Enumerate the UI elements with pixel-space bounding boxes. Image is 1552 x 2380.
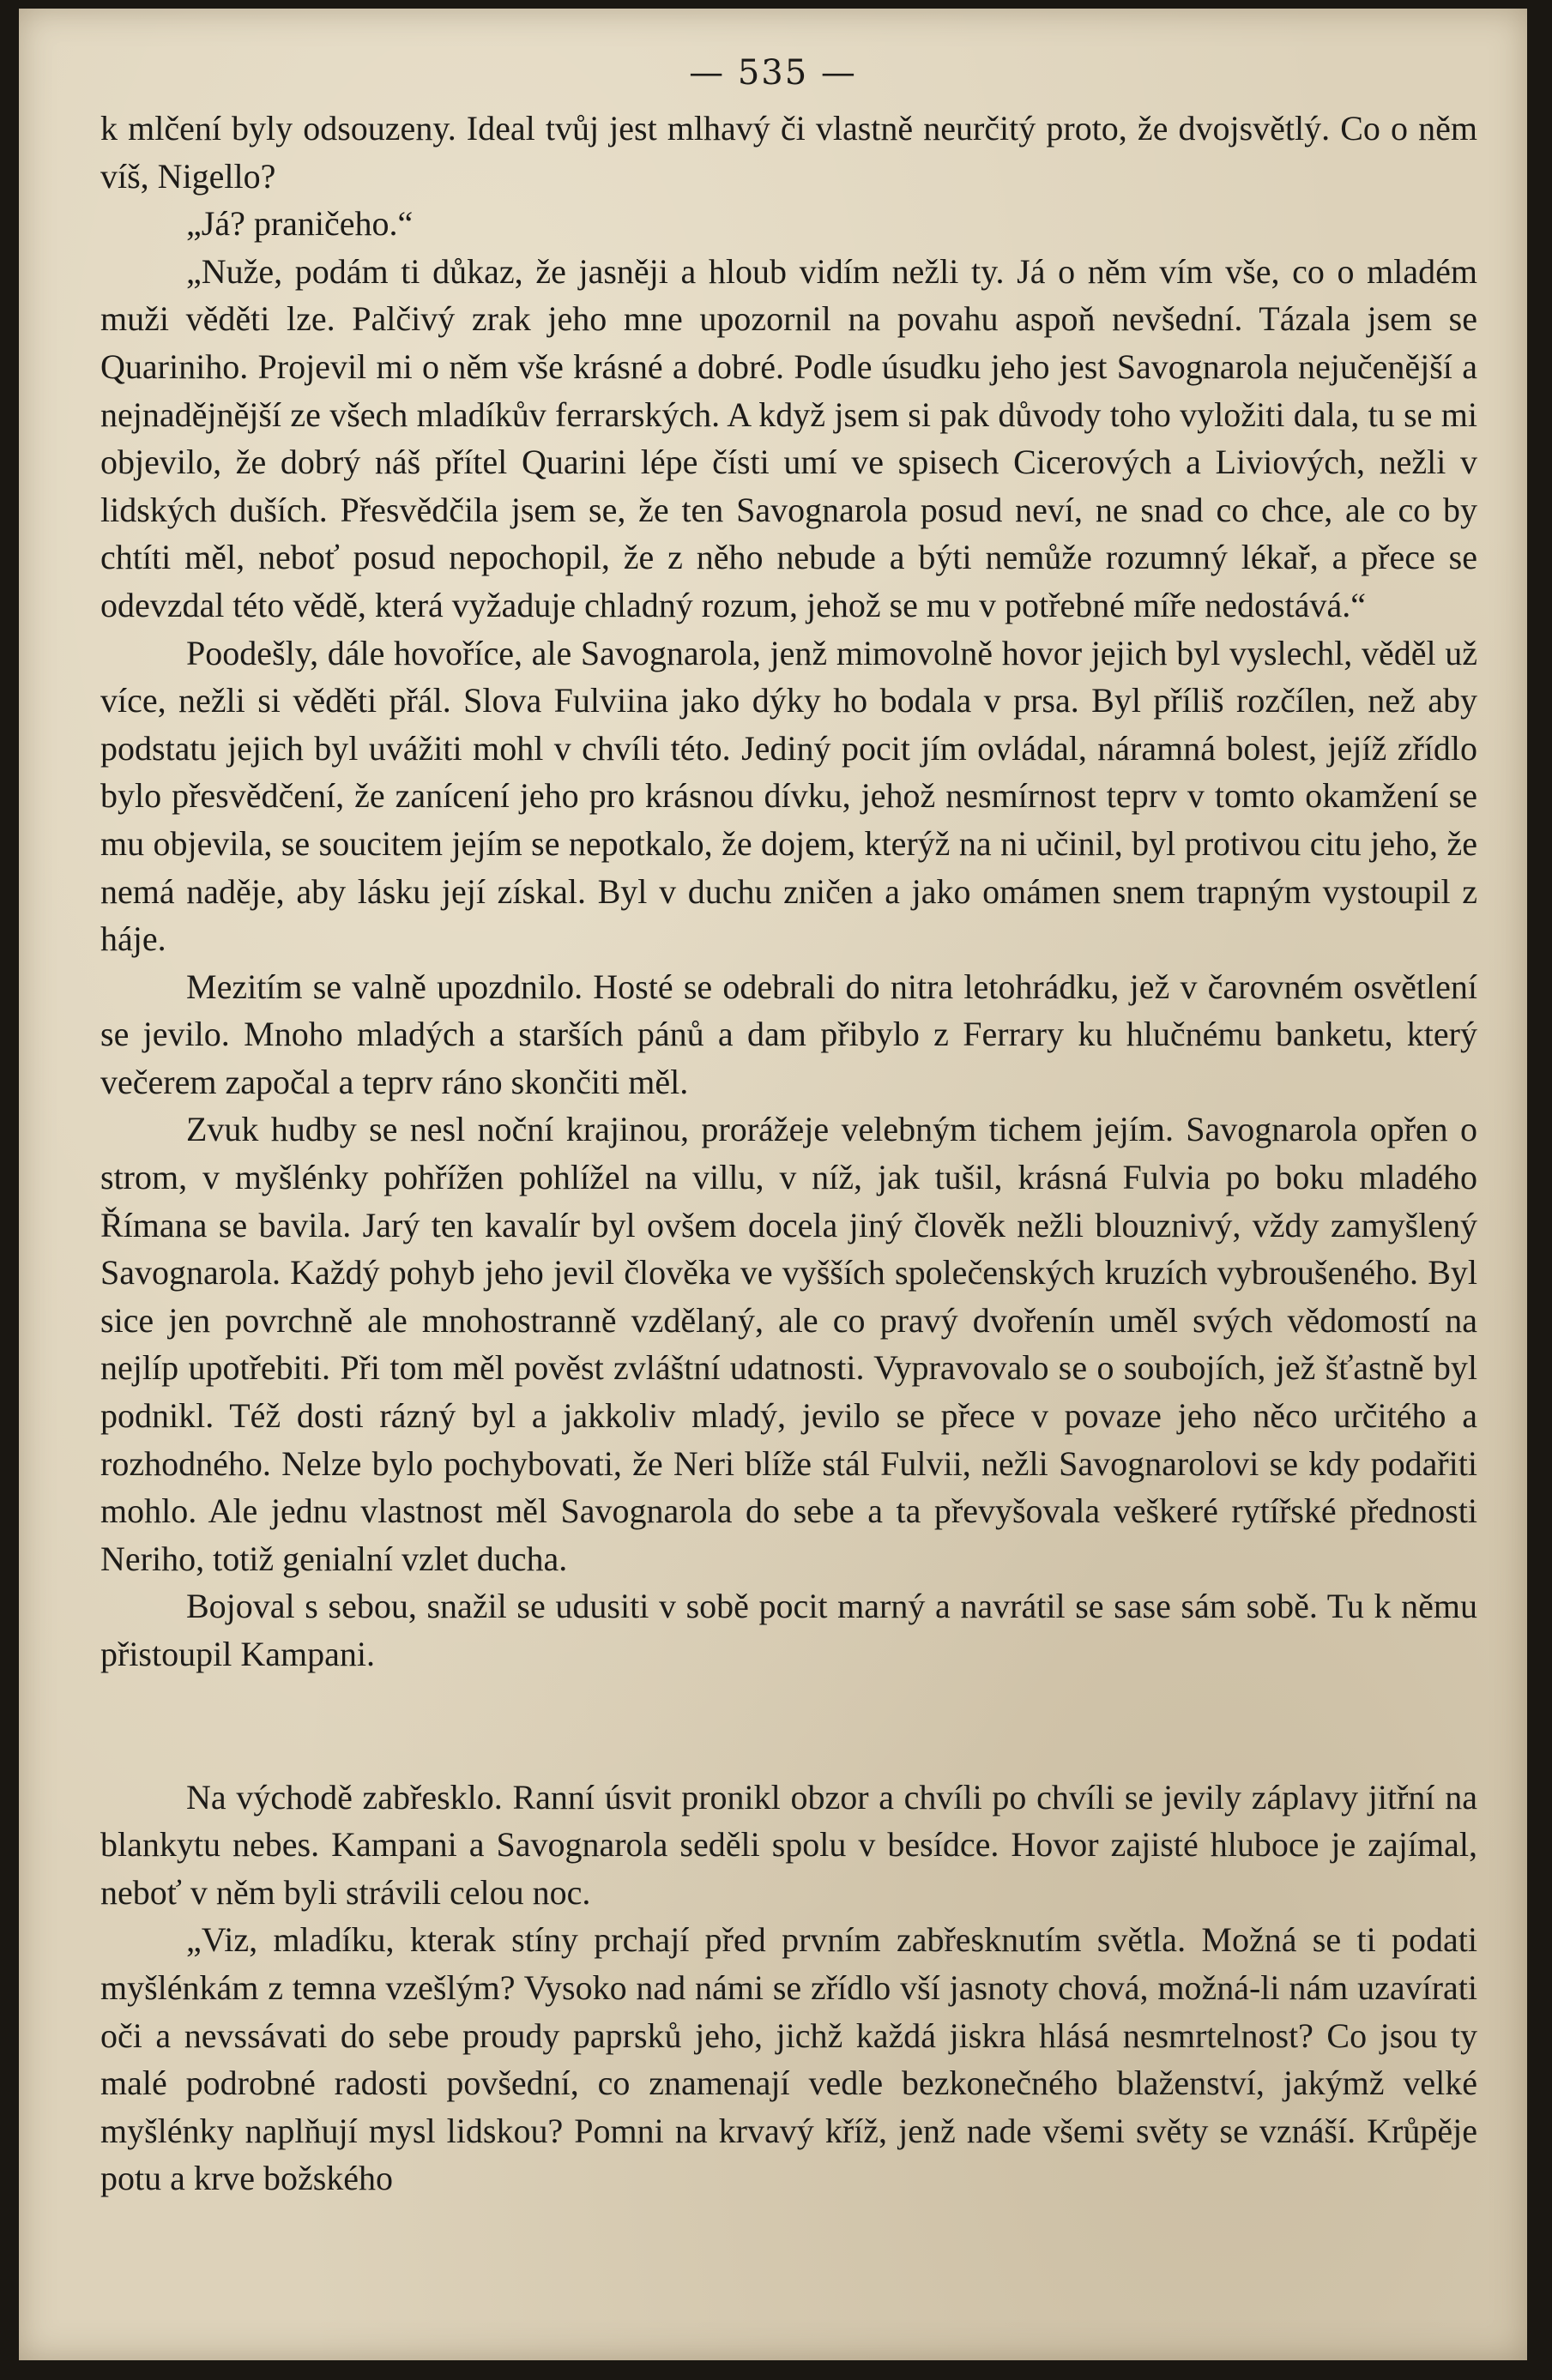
page-number: — 535 — [689, 53, 857, 93]
paragraph: Zvuk hudby se nesl noční krajinou, prorážeje velebným tichem jejím. Savognarola opřen o strom, v myšlénky pohřížen pohlížel na villu, v níž, jak tušil, krásná Fulvia po boku mladého Římana se bavila. Jarý ten kavalír byl ovšem docela jiný člověk nežli blouznivý, vždy zamyšlený Savognarola. Každý pohyb jeho jevil člověka ve vyšších společenských kruzích vybroušeného. Byl sice jen povrchně ale mnohostranně vzdělaný, ale co pravý dvořenín uměl svých vědomostí na nejlíp upotřebiti. Při tom měl pověst zvláštní udatnosti. Vypravovalo se o soubojích, jež šťastně byl podnikl. Též dosti rázný byl a jakkoliv mladý, jevilo se přece v povaze jeho něco určitého a rozhodného. Nelze bylo pochybovati, že Neri blíže stál Fulvii, nežli Savognarolovi se kdy podařiti mohlo. Ale jednu vlastnost měl Savognarola do sebe a ta převyšovala veškeré rytířské přednosti Neriho, totiž genialní vzlet ducha. [100, 1110, 1477, 1578]
paragraph: k mlčení byly odsouzeny. Ideal tvůj jest mlhavý či vlastně neurčitý proto, že dvojsvětlý. Co o něm víš, Nigello? [100, 109, 1477, 196]
paragraph: Na východě zabřesklo. Ranní úsvit pronikl obzor a chvíli po chvíli se jevily záplavy jitřní na blankytu nebes. Kampani a Savognarola seděli spolu v besídce. Hovor zajisté hluboce je zajímal, neboť v něm byli strávili celou noc. [100, 1777, 1477, 1912]
paragraph: Mezitím se valně upozdnilo. Hosté se odebrali do nitra letohrádku, jež v čarovném osvětlení se jevilo. Mnoho mladých a starších pánů a dam přibylo z Ferrary ku hlučnému banketu, který večerem započal a teprv ráno skončiti měl. [100, 967, 1477, 1101]
paragraph: Bojoval s sebou, snažil se udusiti v sobě pocit marný a navrátil se sase sám sobě. Tu k němu přistoupil Kampani. [100, 1587, 1477, 1673]
body-text [100, 105, 1477, 2202]
paragraph: „Viz, mladíku, kterak stíny prchají před prvním zabřesknutím světla. Možná se ti podati myšlénkám z temna vzešlým? Vysoko nad námi se zřídlo vší jasnoty chová, možná-li nám uzavírati oči a nevssávati do sebe proudy paprsků jeho, jichž každá jiskra hlásá nesmrtelnost? Co jsou ty malé podrobné radosti povšední, co znamenají vedle bezkonečného blaženství, jakýmž velké myšlénky naplňují mysl lidskou? Pomni na krvavý kříž, jenž nade všemi světy se vznáší. Krůpěje potu a krve božského [100, 1920, 1477, 2198]
paragraph: Poodešly, dále hovoříce, ale Savognarola, jenž mimovolně hovor jejich byl vyslechl, věděl už více, nežli si věděti přál. Slova Fulviina jako dýky ho bodala v prsa. Byl příliš rozčílen, než aby podstatu jejich byl uvážiti mohl v chvíli této. Jediný pocit jím ovládal, náramná bolest, jejíž zřídlo bylo přesvědčení, že zanícení jeho pro krásnou dívku, jehož nesmírnost teprv v tomto okamžení se mu objevila, se soucitem jejím se nepotkalo, že dojem, kterýž na ni učinil, byl protivou citu jeho, že nemá naděje, aby lásku její získal. Byl v duchu zničen a jako omámen snem trapným vystoupil z háje. [100, 633, 1477, 959]
paragraph: „Já? praničeho.“ [186, 204, 414, 244]
book-page [19, 9, 1527, 2360]
paragraph: „Nuže, podám ti důkaz, že jasněji a hloub vidím nežli ty. Já o něm vím vše, co o mladém muži věděti lze. Palčivý zrak jeho mne upozornil na povahu aspoň nevšední. Tázala jsem se Quariniho. Projevil mi o něm vše krásné a dobré. Podle úsudku jeho jest Savognarola nejučenější a nejnadějnější ze všech mladíkův ferrarských. A když jsem si pak důvody toho vyložiti dala, tu se mi objevilo, že dobrý náš přítel Quarini lépe čísti umí ve spisech Cicerových a Liviových, nežli v lidských duších. Přesvědčila jsem se, že ten Savognarola posud neví, ne snad co chce, ale co by chtíti měl, neboť posud nepochopil, že z něho nebude a býti nemůže rozumný lékař, a přece se odevzdal této vědě, která vyžaduje chladný rozum, jehož se mu v potřebné míře nedostává.“ [100, 251, 1477, 624]
